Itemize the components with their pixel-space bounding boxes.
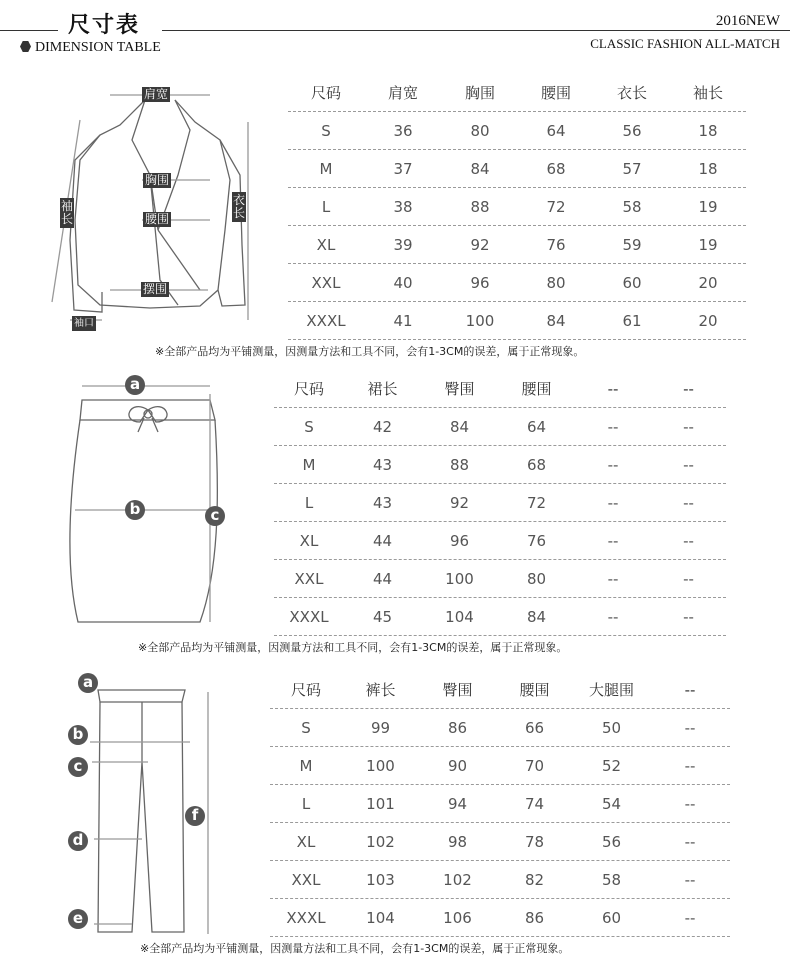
jacket-size-table [288, 74, 746, 340]
table-cell: XXL [311, 273, 341, 292]
table-cell: 76 [526, 531, 547, 550]
table-cell: -- [684, 718, 696, 737]
jacket-label-sleeve: 袖长 [60, 199, 73, 226]
table-header-cell: 腰围 [519, 681, 550, 699]
table-cell: -- [684, 832, 696, 851]
table-cell: L [304, 493, 314, 512]
table-row [270, 785, 730, 823]
table-cell: 72 [526, 493, 547, 512]
skirt-label-c: c [205, 506, 225, 526]
table-header-cell: 腰围 [540, 84, 571, 102]
table-cell: S [301, 718, 311, 737]
table-cell: -- [684, 756, 696, 775]
table-cell: 44 [372, 531, 393, 550]
table-cell: 99 [370, 718, 391, 737]
table-cell: M [302, 455, 316, 474]
table-cell: 106 [443, 908, 472, 927]
table-row [288, 150, 746, 188]
table-cell: -- [607, 493, 619, 512]
table-cell: 40 [393, 273, 413, 292]
table-cell: L [301, 794, 311, 813]
table-cell: 50 [601, 718, 622, 737]
table-cell: -- [683, 417, 694, 436]
table-cell: -- [607, 417, 619, 436]
table-cell: S [304, 417, 314, 436]
table-header-cell: 胸围 [464, 84, 495, 102]
table-cell: 92 [470, 235, 490, 254]
year-tag: 2016NEW [715, 13, 780, 29]
table-cell: 59 [622, 235, 642, 254]
jacket-label-cuff: 袖口 [74, 318, 94, 329]
table-cell: 18 [698, 121, 718, 140]
table-cell: 61 [622, 311, 642, 330]
table-header-cell: 臀围 [442, 681, 473, 699]
table-cell: -- [607, 607, 619, 626]
table-cell: XL [299, 531, 319, 550]
table-header-row [270, 671, 730, 709]
table-cell: 20 [698, 311, 718, 330]
table-header-cell: 臀围 [444, 380, 475, 398]
table-cell: 100 [366, 756, 395, 775]
table-cell: 102 [443, 870, 472, 889]
table-cell: 84 [470, 159, 490, 178]
table-row [270, 709, 730, 747]
table-cell: 101 [366, 794, 395, 813]
table-cell: 36 [393, 121, 413, 140]
table-cell: XL [296, 832, 316, 851]
table-cell: 98 [447, 832, 468, 851]
table-header-cell: 肩宽 [387, 84, 418, 102]
table-cell: 86 [524, 908, 545, 927]
table-cell: XXXL [286, 908, 326, 927]
table-header-cell: -- [683, 379, 694, 398]
table-cell: 19 [698, 235, 718, 254]
table-cell: 96 [470, 273, 490, 292]
table-cell: 60 [601, 908, 622, 927]
page-title: 尺寸表 [68, 12, 141, 38]
table-cell: XXL [294, 569, 324, 588]
table-cell: 39 [393, 235, 413, 254]
table-cell: -- [684, 794, 696, 813]
table-cell: M [299, 756, 313, 775]
pants-label-b: b [68, 725, 88, 745]
table-cell: XL [316, 235, 336, 254]
hexagon-icon [20, 41, 31, 52]
table-header-cell: 裤长 [365, 681, 396, 699]
table-row [274, 408, 726, 446]
table-cell: -- [683, 607, 694, 626]
table-cell: 74 [524, 794, 545, 813]
table-row [288, 112, 746, 150]
header-rule-left [0, 30, 58, 31]
tagline: CLASSIC FASHION ALL-MATCH [590, 36, 780, 51]
table-row [270, 861, 730, 899]
table-cell: 84 [449, 417, 470, 436]
table-cell: 84 [546, 311, 566, 330]
table-cell: 60 [622, 273, 642, 292]
table-cell: 58 [622, 197, 642, 216]
table-header-cell: -- [684, 680, 696, 699]
table-cell: 80 [470, 121, 490, 140]
table-cell: 88 [449, 455, 470, 474]
table-cell: 37 [393, 159, 413, 178]
pants-note: ※全部产品均为平铺测量，因测量方法和工具不同，会有1-3CM的误差，属于正常现象。 [140, 942, 570, 955]
table-cell: XXXL [306, 311, 346, 330]
table-cell: 57 [622, 159, 642, 178]
table-cell: -- [607, 531, 619, 550]
table-cell: 102 [366, 832, 395, 851]
table-cell: 42 [372, 417, 393, 436]
table-cell: 88 [470, 197, 490, 216]
table-cell: -- [607, 455, 619, 474]
table-row [274, 446, 726, 484]
page-subtitle [20, 40, 161, 56]
table-cell: M [319, 159, 333, 178]
table-row [288, 188, 746, 226]
table-cell: L [321, 197, 331, 216]
table-cell: 96 [449, 531, 470, 550]
jacket-label-hem: 摆围 [143, 282, 168, 296]
table-cell: 84 [526, 607, 547, 626]
table-cell: 19 [698, 197, 718, 216]
pants-label-d: d [68, 831, 88, 851]
table-row [274, 598, 726, 636]
table-header-cell: 腰围 [521, 380, 552, 398]
table-cell: 104 [366, 908, 395, 927]
table-header-cell: 裙长 [367, 380, 398, 398]
table-cell: 38 [393, 197, 413, 216]
table-cell: 68 [546, 159, 566, 178]
table-cell: 76 [546, 235, 566, 254]
table-header-row [288, 74, 746, 112]
table-cell: XXXL [289, 607, 329, 626]
subtitle-text: DIMENSION TABLE [35, 40, 161, 55]
table-cell: 56 [622, 121, 642, 140]
skirt-label-b: b [125, 500, 145, 520]
table-row [274, 522, 726, 560]
jacket-label-waist: 腰围 [145, 212, 170, 226]
table-cell: 45 [372, 607, 393, 626]
skirt-label-a: a [125, 375, 145, 395]
table-row [270, 747, 730, 785]
table-header-cell: 袖长 [692, 84, 723, 102]
table-cell: 66 [524, 718, 545, 737]
jacket-label-chest: 胸围 [145, 173, 170, 187]
pants-diagram [60, 672, 230, 942]
skirt-size-table [274, 370, 726, 636]
pants-size-table [270, 671, 730, 937]
table-cell: 82 [524, 870, 545, 889]
pants-label-e: e [68, 909, 88, 929]
table-cell: 80 [546, 273, 566, 292]
table-cell: 90 [447, 756, 468, 775]
table-cell: 43 [372, 493, 393, 512]
table-cell: 92 [449, 493, 470, 512]
table-row [274, 484, 726, 522]
table-cell: 78 [524, 832, 545, 851]
table-cell: 72 [546, 197, 566, 216]
table-header-row [274, 370, 726, 408]
header-rule-right [162, 30, 790, 31]
table-header-cell: -- [607, 379, 619, 398]
pants-label-f: f [185, 806, 205, 826]
table-cell: 54 [601, 794, 622, 813]
table-cell: -- [684, 870, 696, 889]
skirt-note: ※全部产品均为平铺测量，因测量方法和工具不同，会有1-3CM的误差，属于正常现象。 [138, 641, 568, 654]
table-cell: 100 [465, 311, 495, 330]
table-cell: 94 [447, 794, 468, 813]
table-cell: 56 [601, 832, 622, 851]
table-cell: 68 [526, 455, 547, 474]
table-cell: 100 [445, 569, 474, 588]
table-row [288, 226, 746, 264]
pants-label-a: a [78, 673, 98, 693]
table-cell: XXL [291, 870, 321, 889]
table-row [270, 823, 730, 861]
table-cell: -- [683, 455, 694, 474]
jacket-label-length: 衣长 [232, 193, 245, 220]
table-cell: 86 [447, 718, 468, 737]
table-header-cell: 大腿围 [588, 681, 634, 699]
table-cell: -- [607, 569, 619, 588]
table-cell: -- [683, 569, 694, 588]
table-cell: S [321, 121, 331, 140]
jacket-note: ※全部产品均为平铺测量，因测量方法和工具不同，会有1-3CM的误差，属于正常现象。 [155, 345, 585, 358]
table-cell: 80 [526, 569, 547, 588]
table-cell: 18 [698, 159, 718, 178]
table-cell: 43 [372, 455, 393, 474]
table-cell: 64 [526, 417, 547, 436]
table-cell: 20 [698, 273, 718, 292]
table-cell: -- [683, 493, 694, 512]
pants-label-c: c [68, 757, 88, 777]
table-row [288, 264, 746, 302]
table-cell: 52 [601, 756, 622, 775]
table-row [274, 560, 726, 598]
table-row [288, 302, 746, 340]
table-header-cell: 衣长 [616, 84, 647, 102]
table-header-cell: 尺码 [290, 681, 321, 699]
table-cell: 41 [393, 311, 413, 330]
table-cell: 58 [601, 870, 622, 889]
table-cell: 104 [445, 607, 474, 626]
table-cell: 103 [366, 870, 395, 889]
table-header-cell: 尺码 [293, 380, 324, 398]
table-cell: 44 [372, 569, 393, 588]
table-cell: 64 [546, 121, 566, 140]
table-cell: -- [684, 908, 696, 927]
table-row [270, 899, 730, 937]
jacket-label-shoulder: 肩宽 [144, 87, 169, 101]
table-cell: 70 [524, 756, 545, 775]
table-header-cell: 尺码 [310, 84, 341, 102]
table-cell: -- [683, 531, 694, 550]
